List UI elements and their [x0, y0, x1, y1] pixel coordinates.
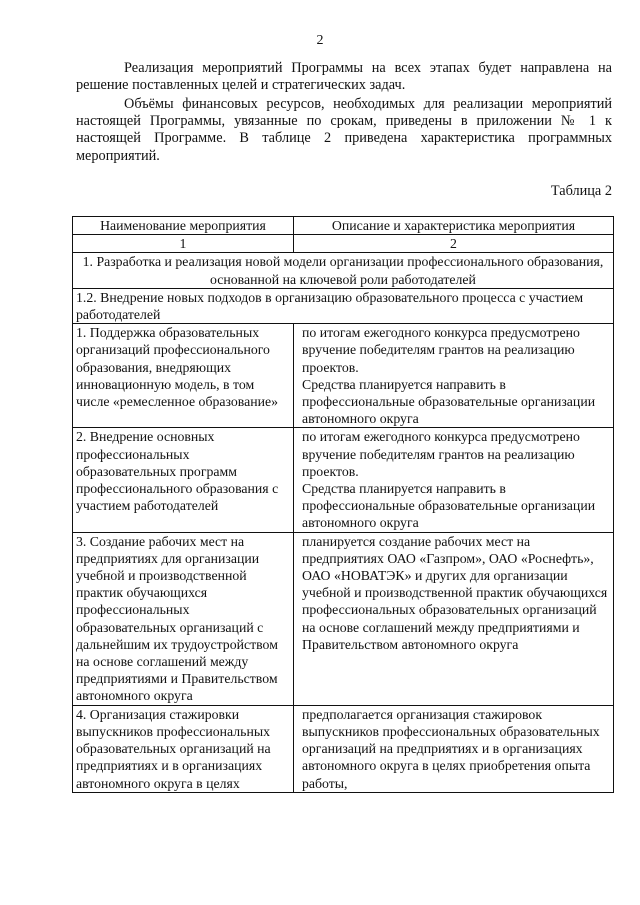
- measure-description: планируется создание рабочих мест на предприятиях ОАО «Газпром», ОАО «Роснефть», ОАО «НОВАТЭК» и других для организации учебной и производственной практик обучающихся профессиональных образовательных организаций на основе соглашений между предприятиями и Правительством автономного округа: [302, 533, 608, 652]
- measure-name: 1. Поддержка образовательных организаций профессионального образования, внедряющих инновационную модель, в том числе «ремесленное образование»: [73, 324, 294, 428]
- column-number-1: 1: [73, 235, 294, 253]
- paragraph-2: Объёмы финансовых ресурсов, необходимых для реализации мероприятий настоящей Программы, увязанные по срокам, приведены в приложении № 1 к настоящей Программе. В таблице 2 приведена характеристика программных мероприятий.: [76, 96, 612, 164]
- measure-description-cell: [294, 428, 614, 532]
- table-caption: Таблица 2: [550, 183, 612, 199]
- measures-table: [72, 216, 614, 793]
- measure-description-cell: [294, 324, 614, 428]
- measure-description: предполагается организация стажировок выпускников профессиональных образовательных организаций на предприятиях и в организациях автономного округа в целях приобретения опыта работы,: [302, 706, 600, 791]
- measure-description-cell: [294, 705, 614, 792]
- section-title: 1. Разработка и реализация новой модели организации профессионального образования, основанной на ключевой роли работодателей: [73, 253, 614, 288]
- table-header-row: [73, 217, 614, 235]
- measure-name: 4. Организация стажировки выпускников профессиональных образовательных организаций на предприятиях и в организациях автономного округа в целях: [73, 705, 294, 792]
- table-row: [73, 428, 614, 532]
- table-row: [73, 324, 614, 428]
- table-row: [73, 705, 614, 792]
- table-row: [73, 532, 614, 705]
- measure-description-2: Средства планируется направить в профессиональные образовательные организации автономного округа: [302, 481, 596, 531]
- page-number: 2: [316, 33, 324, 48]
- measure-description: по итогам ежегодного конкурса предусмотрено вручение победителям грантов на реализацию проектов.: [302, 325, 580, 375]
- header-description: Описание и характеристика мероприятия: [294, 217, 614, 235]
- subsection-row: [73, 288, 614, 323]
- measure-description: по итогам ежегодного конкурса предусмотрено вручение победителям грантов на реализацию проектов.: [302, 429, 580, 479]
- paragraph-1: Реализация мероприятий Программы на всех этапах будет направлена на решение поставленных целей и стратегических задач.: [76, 60, 612, 94]
- measure-description-2: Средства планируется направить в профессиональные образовательные организации автономного округа: [302, 376, 596, 427]
- section-row: [73, 253, 614, 288]
- measure-name: 2. Внедрение основных профессиональных образовательных программ профессионального образования с участием работодателей: [73, 428, 294, 532]
- header-name: Наименование мероприятия: [73, 217, 294, 235]
- measure-name: 3. Создание рабочих мест на предприятиях для организации учебной и производственной практик обучающихся профессиональных образовательных организаций с дальнейшим их трудоустройством на основе соглашений между предприятиями и Правительством автономного округа: [73, 532, 294, 705]
- subsection-title: 1.2. Внедрение новых подходов в организацию образовательного процесса с участием работодателей: [73, 288, 614, 323]
- measure-description-cell: [294, 532, 614, 705]
- column-number-2: 2: [294, 235, 614, 253]
- table-number-row: [73, 235, 614, 253]
